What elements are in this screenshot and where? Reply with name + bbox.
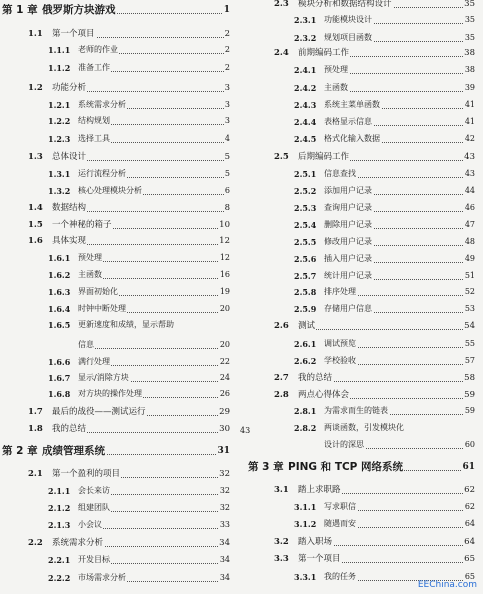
section-entry[interactable] [0, 421, 238, 437]
subsection-entry[interactable] [246, 114, 483, 130]
entry-number: 2.3 [274, 0, 289, 9]
subsection-entry[interactable] [246, 403, 483, 419]
entry-page-number: 43 [463, 149, 475, 165]
section-entry[interactable] [0, 149, 238, 165]
entry-title: 我的总结 [52, 421, 87, 437]
section-entry[interactable] [0, 404, 238, 420]
subsection-entry[interactable] [0, 386, 238, 402]
entry-number: 2.8 [274, 390, 289, 400]
entry-page-number: 38 [463, 45, 475, 61]
toc-stray-page-number: 43 [240, 426, 251, 435]
entry-title: 格式化输入数据 [324, 131, 381, 147]
subsection-entry[interactable] [0, 97, 238, 113]
dot-leader [328, 73, 469, 74]
subsection-entry[interactable] [0, 301, 238, 317]
entry-number: 第 3 章 [248, 461, 284, 473]
entry-title: 添加用户记录 [324, 183, 373, 199]
entry-page-number: 31 [216, 443, 230, 459]
dot-leader [82, 261, 224, 262]
entry-title: 系统需求分析 [52, 535, 104, 551]
entry-title: 存储用户信息 [324, 301, 373, 317]
subsection-entry[interactable] [246, 217, 483, 233]
entry-number: 3.1.2 [294, 519, 317, 529]
entry-title: 写求职信 [324, 499, 357, 515]
entry-number: 2.5.1 [294, 169, 317, 179]
entry-title: 删除用户记录 [324, 217, 373, 233]
entry-title: 具体实现 [52, 233, 87, 249]
entry-number: 2.5.7 [294, 271, 317, 281]
entry-number: 3.1.1 [294, 502, 317, 512]
entry-page-number: 10 [218, 217, 230, 233]
entry-title: 系统主菜单函数 [324, 97, 381, 113]
entry-number: 第 1 章 [2, 4, 38, 16]
entry-number: 1.6 [28, 236, 43, 246]
entry-number: 2.6.1 [294, 339, 317, 349]
subsection-entry[interactable] [246, 516, 483, 532]
entry-number: 2.5.4 [294, 220, 317, 230]
entry-page-number: 35 [463, 0, 475, 12]
entry-page-number: 65 [464, 569, 475, 585]
entry-page-number: 16 [219, 267, 230, 283]
entry-page-number: 35 [464, 12, 475, 28]
entry-page-number: 44 [464, 183, 475, 199]
entry-page-number: 59 [463, 387, 475, 403]
section-entry[interactable] [246, 370, 483, 386]
entry-number: 1.3.1 [48, 169, 71, 179]
entry-title: 排序处理 [324, 284, 357, 300]
entry-title: 开发目标 [78, 552, 111, 568]
entry-page-number: 54 [463, 318, 475, 334]
entry-title: 老师的作业 [78, 42, 119, 58]
entry-title: 显示/消除方块 [78, 370, 130, 386]
entry-number: 2.5.5 [294, 237, 317, 247]
subsection-entry[interactable] [246, 97, 483, 113]
entry-title: 功能模块设计 [324, 12, 373, 28]
entry-number: 2.4 [274, 48, 289, 58]
subsection-entry[interactable] [246, 200, 483, 216]
subsection-entry[interactable] [246, 62, 483, 78]
entry-number: 2.4.4 [294, 117, 317, 127]
entry-page-number: 32 [218, 466, 230, 482]
entry-page-number: 64 [464, 516, 475, 532]
entry-title: 后期编码工作 [298, 149, 350, 165]
entry-page-number: 62 [463, 482, 475, 498]
entry-title: 第一个项目 [298, 551, 342, 567]
entry-number: 2.4.1 [294, 65, 317, 75]
entry-page-number: 43 [464, 166, 475, 182]
subsection-entry[interactable] [0, 284, 238, 300]
entry-number: 1.6.2 [48, 270, 71, 280]
entry-title: 对方块的操作处理 [78, 386, 143, 402]
entry-number: 1.6.4 [48, 304, 71, 314]
entry-page-number: 26 [219, 386, 230, 402]
entry-title: 俄罗斯方块游戏 [42, 4, 116, 16]
entry-title: 会长来访 [78, 483, 111, 499]
subsection-entry[interactable] [0, 354, 238, 370]
entry-page-number: 34 [219, 570, 230, 586]
entry-page-number: 33 [219, 517, 230, 533]
entry-page-number: 55 [464, 336, 475, 352]
entry-page-number: 51 [464, 268, 475, 284]
entry-number: 1.6.3 [48, 287, 71, 297]
subsection-entry[interactable] [0, 60, 238, 76]
dot-leader [328, 91, 469, 92]
entry-page-number: 4 [224, 131, 230, 147]
entry-title: 设计的深思 [324, 437, 365, 453]
entry-number: 2.5 [274, 152, 289, 162]
entry-page-number: 38 [464, 62, 475, 78]
subsection-entry[interactable] [246, 336, 483, 352]
entry-number: 2.1.1 [48, 486, 71, 496]
entry-page-number: 60 [464, 437, 475, 453]
section-entry[interactable] [246, 45, 483, 61]
entry-page-number: 22 [219, 354, 230, 370]
entry-number: 2.1 [28, 469, 43, 479]
section-entry[interactable] [246, 0, 483, 12]
subsection-entry[interactable] [246, 499, 483, 515]
entry-title: 修改用户记录 [324, 234, 373, 250]
entry-title: 预处理 [78, 250, 103, 266]
section-entry[interactable] [246, 149, 483, 165]
entry-page-number: 3 [224, 97, 230, 113]
entry-number: 1.1.1 [48, 45, 71, 55]
entry-page-number: 2 [224, 60, 230, 76]
entry-number: 2.2.2 [48, 573, 71, 583]
entry-title: 随遇而安 [324, 516, 357, 532]
entry-page-number: 12 [219, 250, 230, 266]
entry-title: 表格显示信息 [324, 114, 373, 130]
entry-page-number: 24 [219, 370, 230, 386]
entry-page-number: 34 [218, 535, 230, 551]
entry-page-number: 59 [464, 403, 475, 419]
subsection-entry[interactable] [0, 166, 238, 182]
section-entry[interactable] [246, 482, 483, 498]
entry-title: 第一个盈利的项目 [52, 466, 121, 482]
entry-page-number: 2 [224, 42, 230, 58]
entry-title: 统计用户记录 [324, 268, 373, 284]
entry-title: 预处理 [324, 62, 349, 78]
subsection-entry[interactable] [0, 267, 238, 283]
entry-number: 1.4 [28, 203, 43, 213]
section-entry[interactable] [0, 200, 238, 216]
entry-number: 1.5 [28, 220, 43, 230]
section-entry[interactable] [0, 466, 238, 482]
subsection-entry[interactable] [0, 570, 238, 586]
section-entry[interactable] [0, 535, 238, 551]
entry-page-number: 46 [464, 200, 475, 216]
entry-title: 两点心得体会 [298, 387, 350, 403]
entry-title: PING 和 TCP 网络系统 [288, 461, 404, 473]
subsection-entry[interactable] [0, 337, 238, 353]
entry-page-number: 47 [464, 217, 475, 233]
entry-number: 2.6.2 [294, 356, 317, 366]
subsection-entry[interactable] [0, 131, 238, 147]
entry-number: 2.7 [274, 373, 289, 383]
entry-page-number: 62 [464, 499, 475, 515]
subsection-entry[interactable] [0, 42, 238, 58]
entry-title: 时钟中断处理 [78, 301, 127, 317]
dot-leader [82, 278, 224, 279]
subsection-entry[interactable] [246, 268, 483, 284]
entry-title: 准备工作 [78, 60, 111, 76]
entry-number: 2.1.2 [48, 503, 71, 513]
entry-title: 信息 [78, 337, 95, 353]
entry-page-number: 1 [223, 2, 230, 18]
entry-title: 前期编码工作 [298, 45, 350, 61]
entry-number: 2.3.2 [294, 33, 317, 43]
entry-number: 第 2 章 [2, 445, 38, 457]
subsection-entry[interactable] [0, 483, 238, 499]
subsection-entry[interactable] [246, 166, 483, 182]
entry-page-number: 20 [219, 337, 230, 353]
entry-title: 最后的战役——测试运行 [52, 404, 147, 420]
entry-page-number: 41 [464, 97, 475, 113]
subsection-entry[interactable] [246, 420, 483, 436]
chapter-entry[interactable] [0, 443, 238, 459]
entry-number: 1.6.1 [48, 253, 71, 263]
entry-page-number: 48 [464, 234, 475, 250]
entry-number: 1.1 [28, 29, 43, 39]
entry-title: 满行处理 [78, 354, 111, 370]
dot-leader [302, 329, 469, 330]
entry-title: 成绩管理系统 [42, 445, 105, 457]
entry-page-number: 58 [463, 370, 475, 386]
entry-number: 2.6 [274, 321, 289, 331]
entry-title: 小会议 [78, 517, 103, 533]
entry-number: 2.5.2 [294, 186, 317, 196]
entry-page-number: 8 [224, 200, 230, 216]
entry-title: 运行流程分析 [78, 166, 127, 182]
subsection-entry[interactable] [0, 552, 238, 568]
section-entry[interactable] [246, 534, 483, 550]
entry-title: 选择工具 [78, 131, 111, 147]
entry-number: 1.6.6 [48, 357, 71, 367]
entry-number: 1.3.2 [48, 186, 71, 196]
entry-number: 3.2 [274, 537, 289, 547]
subsection-entry[interactable] [246, 251, 483, 267]
entry-page-number: 2 [224, 26, 230, 42]
entry-title: 市场需求分析 [78, 570, 127, 586]
entry-title: 学校验收 [324, 353, 357, 369]
entry-number: 1.8 [28, 424, 43, 434]
watermark-logo: EEChina.com [417, 580, 477, 590]
entry-title: 第一个项目 [52, 26, 96, 42]
subsection-entry[interactable] [246, 80, 483, 96]
subsection-entry[interactable] [246, 30, 483, 46]
entry-number: 1.2.1 [48, 100, 71, 110]
entry-number: 2.2.1 [48, 555, 71, 565]
entry-page-number: 32 [219, 483, 230, 499]
entry-number: 1.7 [28, 407, 43, 417]
section-entry[interactable] [246, 318, 483, 334]
subsection-entry[interactable] [246, 131, 483, 147]
subsection-entry[interactable] [0, 250, 238, 266]
entry-number: 1.2.3 [48, 134, 71, 144]
entry-title: 踏入职场 [298, 534, 333, 550]
entry-title: 我的总结 [298, 370, 333, 386]
dot-leader [82, 348, 224, 349]
entry-number: 1.2 [28, 83, 43, 93]
entry-number: 2.5.3 [294, 203, 317, 213]
entry-title: 查询用户记录 [324, 200, 373, 216]
entry-title: 界面初始化 [78, 284, 119, 300]
entry-page-number: 12 [218, 233, 230, 249]
entry-number: 3.3.1 [294, 572, 317, 582]
entry-page-number: 57 [464, 353, 475, 369]
entry-number: 2.1.3 [48, 520, 71, 530]
entry-number: 2.4.5 [294, 134, 317, 144]
entry-page-number: 30 [218, 421, 230, 437]
entry-page-number: 65 [463, 551, 475, 567]
subsection-entry[interactable] [0, 113, 238, 129]
subsection-entry[interactable] [246, 437, 483, 453]
entry-number: 2.8.1 [294, 406, 317, 416]
subsection-entry[interactable] [0, 517, 238, 533]
entry-page-number: 52 [464, 284, 475, 300]
entry-number: 2.2 [28, 538, 43, 548]
entry-number: 2.5.9 [294, 304, 317, 314]
entry-title: 踏上求职路 [298, 482, 342, 498]
entry-title: 主函数 [324, 80, 349, 96]
entry-title: 插入用户记录 [324, 251, 373, 267]
section-entry[interactable] [0, 26, 238, 42]
entry-page-number: 34 [219, 552, 230, 568]
entry-title: 规划项目函数 [324, 30, 373, 46]
chapter-entry[interactable] [0, 2, 238, 18]
entry-page-number: 19 [219, 284, 230, 300]
entry-page-number: 5 [224, 149, 230, 165]
entry-page-number: 6 [224, 183, 230, 199]
entry-page-number: 5 [224, 166, 230, 182]
entry-title: 核心处理模块分析 [78, 183, 143, 199]
entry-title: 模块分析和数据结构设计 [298, 0, 393, 12]
entry-page-number: 20 [219, 301, 230, 317]
entry-page-number: 3 [224, 80, 230, 96]
entry-number: 1.2.2 [48, 116, 71, 126]
subsection-entry[interactable] [246, 234, 483, 250]
entry-page-number: 41 [464, 114, 475, 130]
entry-number: 1.3 [28, 152, 43, 162]
entry-number: 2.4.3 [294, 100, 317, 110]
entry-title: 为需求而生的链表 [324, 403, 389, 419]
subsection-entry[interactable] [246, 12, 483, 28]
section-entry[interactable] [0, 233, 238, 249]
entry-title: 主函数 [78, 267, 103, 283]
entry-title: 调试预览 [324, 336, 357, 352]
subsection-entry[interactable] [246, 301, 483, 317]
section-entry[interactable] [0, 217, 238, 233]
entry-page-number: 39 [464, 80, 475, 96]
entry-number: 1.6.5 [48, 320, 71, 330]
entry-title: 更新速度和成绩，显示帮助 [78, 317, 175, 333]
dot-leader [82, 528, 224, 529]
section-entry[interactable] [246, 551, 483, 567]
entry-number: 2.8.2 [294, 423, 317, 433]
entry-number: 1.6.8 [48, 389, 71, 399]
entry-title: 测试 [298, 318, 316, 334]
entry-page-number: 29 [218, 404, 230, 420]
entry-title: 信息查找 [324, 166, 357, 182]
entry-title: 我的任务 [324, 569, 357, 585]
entry-page-number: 49 [464, 251, 475, 267]
entry-number: 3.1 [274, 485, 289, 495]
subsection-entry[interactable] [0, 183, 238, 199]
entry-number: 1.6.7 [48, 373, 71, 383]
subsection-entry[interactable] [0, 370, 238, 386]
entry-number: 2.3.1 [294, 15, 317, 25]
entry-number: 2.5.8 [294, 287, 317, 297]
subsection-entry[interactable] [0, 317, 238, 333]
entry-number: 3.3 [274, 554, 289, 564]
section-entry[interactable] [246, 387, 483, 403]
entry-title: 结构规划 [78, 113, 111, 129]
entry-title: 系统需求分析 [78, 97, 127, 113]
chapter-entry[interactable] [246, 459, 483, 475]
entry-title: 组建团队 [78, 500, 111, 516]
entry-page-number: 3 [224, 113, 230, 129]
entry-number: 1.1.2 [48, 63, 71, 73]
entry-title: 两谈函数，引发模块化 [324, 420, 405, 436]
entry-number: 2.4.2 [294, 83, 317, 93]
subsection-entry[interactable] [246, 284, 483, 300]
entry-title: 数据结构 [52, 200, 87, 216]
entry-page-number: 42 [464, 131, 475, 147]
entry-title: 一个神秘的箱子 [52, 217, 113, 233]
entry-page-number: 61 [461, 459, 475, 475]
entry-page-number: 53 [464, 301, 475, 317]
entry-title: 功能分析 [52, 80, 87, 96]
entry-page-number: 32 [219, 500, 230, 516]
entry-page-number: 64 [463, 534, 475, 550]
entry-title: 总体设计 [52, 149, 87, 165]
subsection-entry[interactable] [0, 500, 238, 516]
entry-number: 2.5.6 [294, 254, 317, 264]
subsection-entry[interactable] [246, 353, 483, 369]
entry-page-number: 35 [464, 30, 475, 46]
section-entry[interactable] [0, 80, 238, 96]
subsection-entry[interactable] [246, 183, 483, 199]
